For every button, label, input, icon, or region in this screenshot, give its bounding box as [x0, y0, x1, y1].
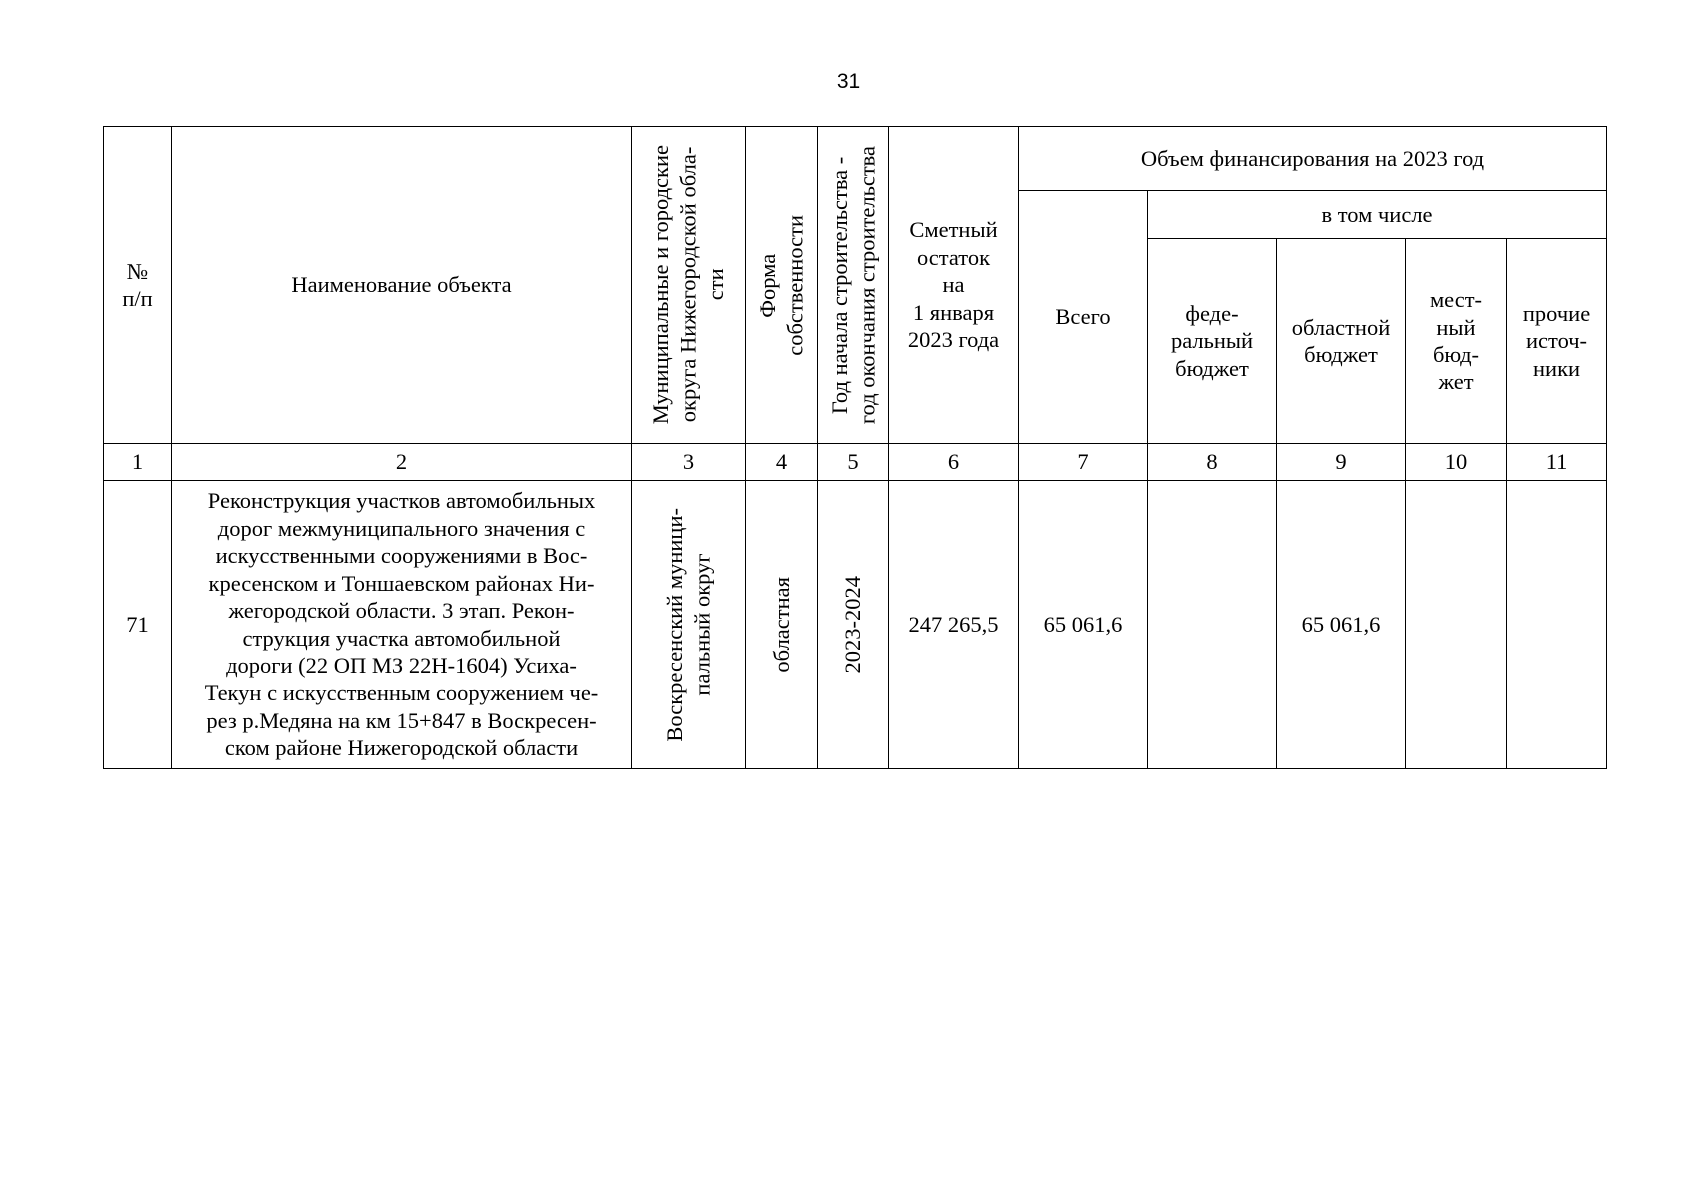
column-number: 10	[1406, 444, 1507, 481]
header-object-name: Наименование объекта	[172, 127, 632, 444]
column-number: 11	[1507, 444, 1607, 481]
financing-total: 65 061,6	[1019, 481, 1148, 769]
construction-years: 2023-2024	[818, 481, 889, 769]
header-total: Всего	[1019, 191, 1148, 444]
row-number: 71	[104, 481, 172, 769]
local-budget	[1406, 481, 1507, 769]
header-financing-group: Объем финансирования на 2023 год	[1019, 127, 1607, 191]
header-ownership: Форма собственности	[746, 127, 818, 444]
header-other-sources: прочие источ- ники	[1507, 239, 1607, 444]
page-number: 31	[836, 70, 861, 93]
ownership-form: областная	[746, 481, 818, 769]
header-including-group: в том числе	[1148, 191, 1607, 239]
header-row-1	[104, 127, 1607, 191]
financing-table	[103, 126, 1607, 769]
header-years: Год начала строительства - год окончания строительства	[818, 127, 889, 444]
municipality: Воскресенский муници- пальный округ	[632, 481, 746, 769]
header-row-number: № п/п	[104, 127, 172, 444]
estimate-remainder: 247 265,5	[889, 481, 1019, 769]
column-number: 7	[1019, 444, 1148, 481]
column-number: 3	[632, 444, 746, 481]
column-number-row	[104, 444, 1607, 481]
header-local-budget: мест- ный бюд- жет	[1406, 239, 1507, 444]
header-municipality: Муниципальные и городские округа Нижегородской обла- сти	[632, 127, 746, 444]
column-number: 5	[818, 444, 889, 481]
column-number: 9	[1277, 444, 1406, 481]
header-federal-budget: феде- ральный бюджет	[1148, 239, 1277, 444]
header-regional-budget: областной бюджет	[1277, 239, 1406, 444]
federal-budget	[1148, 481, 1277, 769]
column-number: 4	[746, 444, 818, 481]
regional-budget: 65 061,6	[1277, 481, 1406, 769]
header-estimate-remainder: Сметный остаток на 1 января 2023 года	[889, 127, 1019, 444]
column-number: 1	[104, 444, 172, 481]
column-number: 6	[889, 444, 1019, 481]
object-name: Реконструкция участков автомобильных дорог межмуниципального значения с искусственными сооружениями в Вос- кресенском и Тоншаевском районах Ни- жегородской области. 3 этап. Рекон- струкция участка автомобильной дороги (22 ОП МЗ 22Н-1604) Усиха- Текун с искусственным сооружением че- рез р.Медяна на км 15+847 в Воскресен- ском районе Нижегородской области	[172, 481, 632, 769]
other-sources	[1507, 481, 1607, 769]
column-number: 8	[1148, 444, 1277, 481]
column-number: 2	[172, 444, 632, 481]
table-row	[104, 481, 1607, 769]
